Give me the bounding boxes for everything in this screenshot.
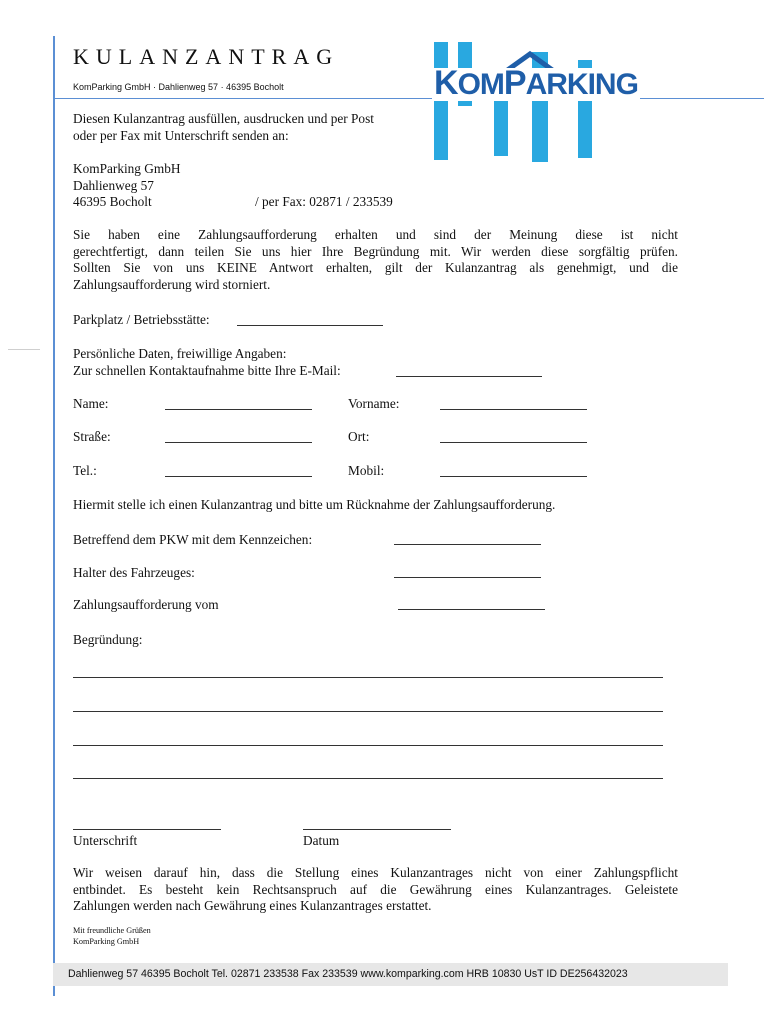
mobil-label: Mobil: <box>348 463 385 478</box>
closing-greeting: Mit freundliche Grüßen <box>73 926 151 935</box>
date-field[interactable] <box>303 829 451 830</box>
begruendung-line-3[interactable] <box>73 745 663 746</box>
footer-bar: Dahlienweg 57 46395 Bocholt Tel. 02871 233538 Fax 233539 www.komparking.com HRB 10830 UsT ID DE256432023 <box>53 963 728 986</box>
date-label: Datum <box>303 833 340 848</box>
intro-text: Diesen Kulanzantrag ausfüllen, ausdrucken und per Post oder per Fax mit Unterschrift senden an: <box>73 111 374 143</box>
zahlungsaufforderung-date-field[interactable] <box>398 609 545 610</box>
recipient-address <box>73 161 180 211</box>
fold-mark <box>8 349 40 350</box>
email-label: Zur schnellen Kontaktaufnahme bitte Ihre E-Mail: <box>73 363 341 378</box>
recipient-street: Dahlienweg 57 <box>73 177 154 193</box>
closing <box>73 925 151 947</box>
recipient-company: KomParking GmbH <box>73 161 181 176</box>
name-field[interactable] <box>165 409 312 410</box>
ort-label: Ort: <box>348 429 370 444</box>
tel-field[interactable] <box>165 476 312 477</box>
closing-company: KomParking GmbH <box>73 937 140 946</box>
signature-label: Unterschrift <box>73 833 138 848</box>
begruendung-line-1[interactable] <box>73 677 663 678</box>
email-field[interactable] <box>396 376 542 377</box>
halter-field[interactable] <box>394 577 541 578</box>
left-margin-line <box>53 36 55 996</box>
komparking-logo: KOMPARKING <box>428 42 688 162</box>
halter-label: Halter des Fahrzeuges: <box>73 565 195 580</box>
vorname-label: Vorname: <box>348 396 400 411</box>
mobil-field[interactable] <box>440 476 587 477</box>
personal-data-heading: Persönliche Daten, freiwillige Angaben: <box>73 346 287 361</box>
disclaimer-paragraph: Wir weisen darauf hin, dass die Stellung eines Kulanzantrages nicht von einer Zahlungspflicht entbindet. Es besteht kein Rechtsanspruch auf die Gewährung eines Kulanzantrages. Geleistete Zahlungen werden nach Gewährung eines Kulanzantrages erstattet. <box>73 865 678 913</box>
tel-label: Tel.: <box>73 463 97 478</box>
signature-field[interactable] <box>73 829 221 830</box>
strasse-field[interactable] <box>165 442 312 443</box>
begruendung-line-4[interactable] <box>73 778 663 779</box>
parkplatz-field[interactable] <box>237 325 383 326</box>
recipient-city: 46395 Bocholt <box>73 194 152 209</box>
strasse-label: Straße: <box>73 429 111 444</box>
name-label: Name: <box>73 396 109 411</box>
begruendung-label: Begründung: <box>73 632 143 647</box>
kennzeichen-label: Betreffend dem PKW mit dem Kennzeichen: <box>73 532 313 547</box>
parkplatz-label: Parkplatz / Betriebsstätte: <box>73 312 210 327</box>
recipient-fax: / per Fax: 02871 / 233539 <box>255 194 393 209</box>
zahlungsaufforderung-label: Zahlungsaufforderung vom <box>73 597 219 612</box>
kennzeichen-field[interactable] <box>394 544 541 545</box>
application-statement: Hiermit stelle ich einen Kulanzantrag und bitte um Rücknahme der Zahlungsaufforderung. <box>73 497 556 512</box>
begruendung-line-2[interactable] <box>73 711 663 712</box>
notice-paragraph: Sie haben eine Zahlungsaufforderung erhalten und sind der Meinung diese ist nicht gerechtfertigt, dann teilen Sie uns hier Ihre Begründung mit. Wir werden diese sorgfältig prüfen. Sollten Sie von uns KEINE Antwort erhalten, gilt der Kulanzantrag als genehmigt, und die Zahlungsaufforderung wird storniert. <box>73 227 678 292</box>
vorname-field[interactable] <box>440 409 587 410</box>
document-title: KULANZANTRAG <box>73 44 340 69</box>
ort-field[interactable] <box>440 442 587 443</box>
sender-address-line: KomParking GmbH · Dahlienweg 57 · 46395 Bocholt <box>73 82 284 92</box>
